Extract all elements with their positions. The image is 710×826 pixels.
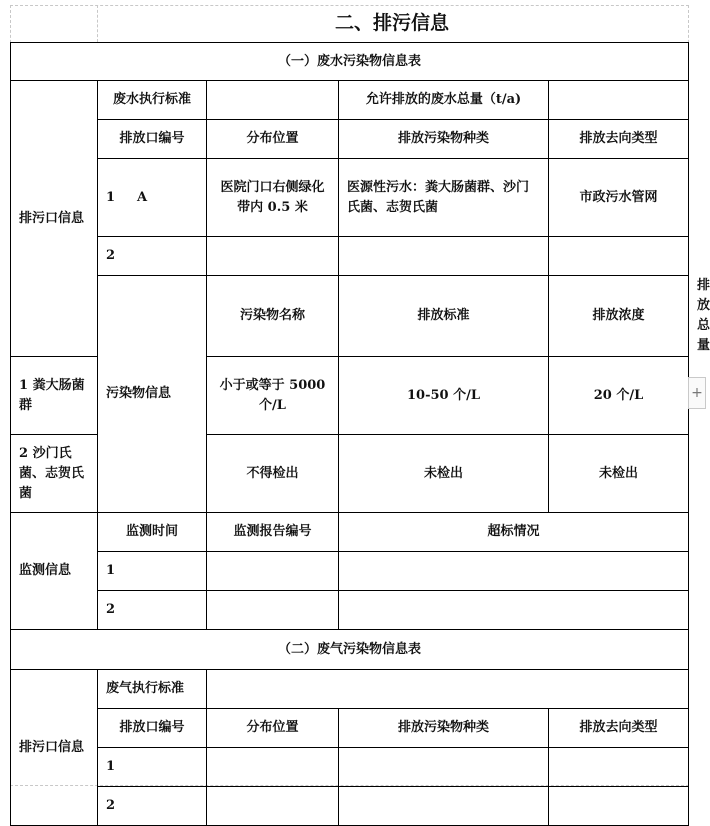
wastewater-standard-value[interactable] [207,81,339,120]
empty-cell[interactable] [339,591,689,630]
exhaust-standard-label: 废气执行标准 [98,670,207,709]
outlet-destination: 市政污水管网 [549,159,689,237]
outlet-pollutants: 医源性污水：粪大肠菌群、沙门氏菌、志贺氏菌 [339,159,549,237]
column-header: 监测报告编号 [207,513,339,552]
empty-cell[interactable] [207,552,339,591]
add-row-plus-icon[interactable]: + [688,377,706,409]
exhaust-outlet-number: 2 [98,787,207,826]
empty-cell[interactable] [207,748,339,787]
column-header: 超标情况 [339,513,689,552]
monitor-number: 2 [98,591,207,630]
pollutant-concentration: 10-50 个/L [339,357,549,435]
pollutant-name: 1 粪大肠菌群 [11,357,98,435]
table-row [11,709,689,748]
wastewater-table-heading: （一）废水污染物信息表 [11,43,689,81]
column-header: 排放去向类型 [549,120,689,159]
table-row [11,552,689,591]
column-header: 排放污染物种类 [339,709,549,748]
empty-cell[interactable] [549,237,689,276]
pollutant-name: 2 沙门氏菌、志贺氏菌 [11,435,98,513]
pollutant-concentration: 未检出 [339,435,549,513]
outlet-number: 2 [98,237,207,276]
empty-cell[interactable] [339,237,549,276]
empty-cell[interactable] [339,787,549,826]
outlet-code: A [137,189,148,205]
pollutant-standard: 小于或等于 5000 个/L [207,357,339,435]
table-row [11,120,689,159]
outlet-number: 1 [106,189,116,205]
table-row [11,670,689,709]
empty-cell[interactable] [207,787,339,826]
exhaust-table-heading: （二）废气污染物信息表 [11,630,689,670]
empty-cell[interactable] [207,237,339,276]
pollutant-info-label: 污染物信息 [98,276,207,513]
empty-cell[interactable] [339,748,549,787]
column-header: 排放去向类型 [549,709,689,748]
empty-cell[interactable] [549,787,689,826]
table-row [11,787,689,826]
pollutant-standard: 不得检出 [207,435,339,513]
allowed-total-value[interactable] [549,81,689,120]
column-header: 污染物名称 [207,276,339,357]
wastewater-heading-row [11,43,689,81]
column-header: 排放标准 [339,276,549,357]
column-header: 排放污染物种类 [339,120,549,159]
column-header: 排放口编号 [98,709,207,748]
table-row [11,748,689,787]
column-header: 分布位置 [207,709,339,748]
exhaust-heading-row [11,630,689,670]
pollutant-total: 20 个/L [549,357,689,435]
table-row [11,81,689,120]
empty-cell[interactable] [339,552,689,591]
column-header: 排放口编号 [98,120,207,159]
monitor-info-label: 监测信息 [11,513,98,630]
table-row [11,513,689,552]
exhaust-standard-value[interactable] [207,670,689,709]
table-row [11,591,689,630]
column-header: 分布位置 [207,120,339,159]
empty-cell[interactable] [207,591,339,630]
table-row [11,237,689,276]
table-row: 污染物信息 污染物名称 排放标准 排放浓度 排放总量 [11,276,689,357]
column-header: 排放浓度 [549,276,689,357]
pollutant-total: 未检出 [549,435,689,513]
pollution-info-table [10,42,710,826]
exhaust-outlet-number: 1 [98,748,207,787]
outlet-info-label: 排污口信息 [11,81,98,357]
table-row [11,159,689,237]
section-title: 二、排污信息 [334,12,449,34]
wastewater-standard-label: 废水执行标准 [98,81,207,120]
monitor-number: 1 [98,552,207,591]
column-header: 监测时间 [98,513,207,552]
exhaust-outlet-info-label: 排污口信息 [11,670,98,826]
empty-cell[interactable] [549,748,689,787]
allowed-total-label: 允许排放的废水总量（t/a) [339,81,549,120]
outlet-location: 医院门口右侧绿化带内 0.5 米 [207,159,339,237]
outlet-number-cell [98,159,207,237]
